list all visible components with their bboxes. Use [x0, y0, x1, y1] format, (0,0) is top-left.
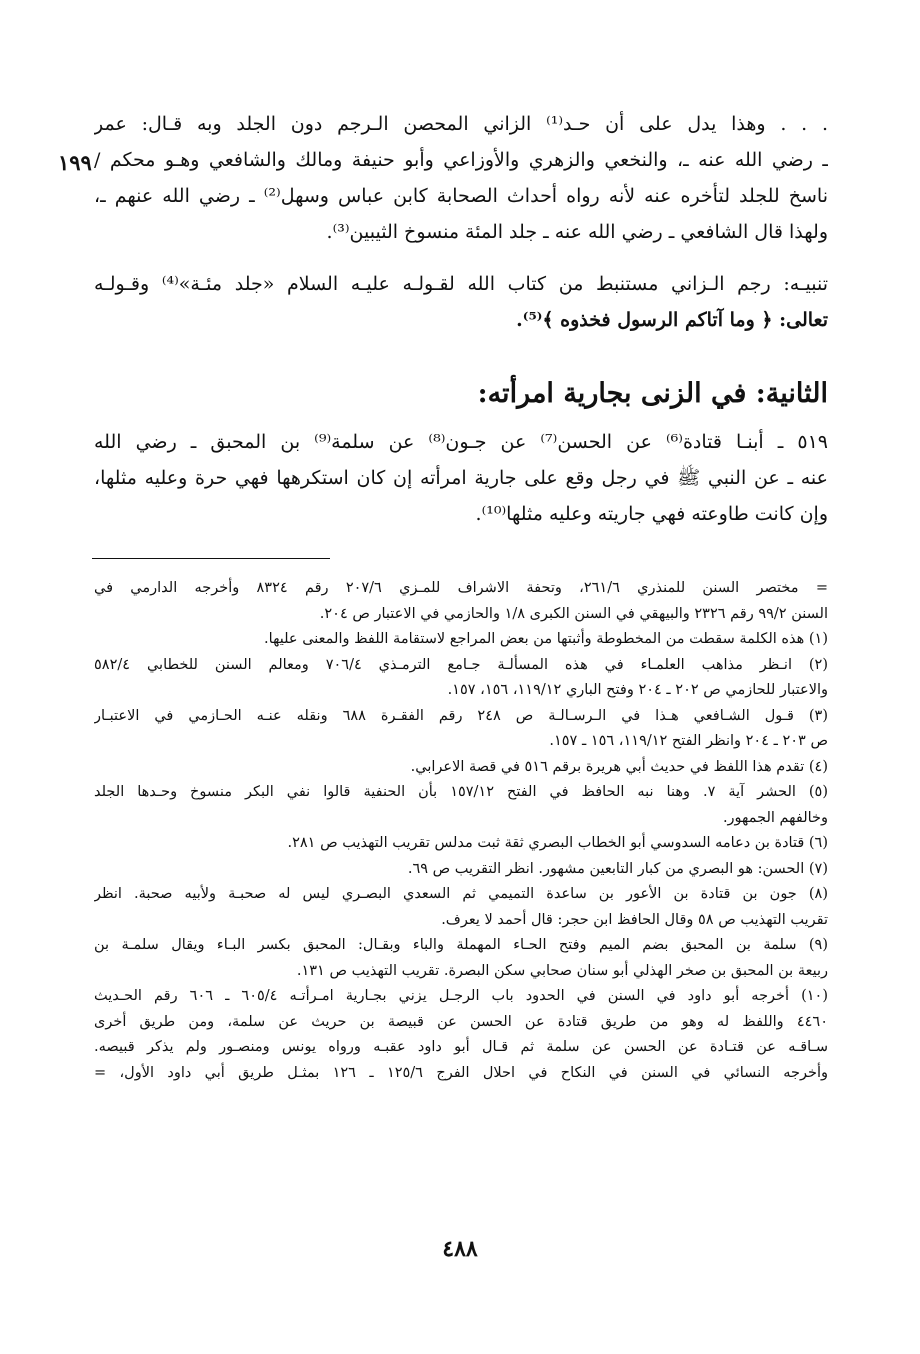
- footnote-line: (٧) الحسن: هو البصري من كبار التابعين مشهور. انظر التقريب ص ٦٩.: [407, 860, 828, 877]
- page-number: ٤٨٨: [442, 1236, 478, 1262]
- footnote-line: (٥) الحشر آية ٧. وهنا نبه الحافظ في الفتح ١٥٧/١٢ بأن الحنفية قالوا نفي البكر منسوخ وحـدها الجلد: [94, 784, 828, 800]
- text-line: وإن كانت طاوعته فهي جاريته وعليه مثلها⁽¹⁰⁾.: [475, 503, 828, 525]
- section-number: ١٩٩: [58, 150, 92, 175]
- footnote-line: (١) هذه الكلمة سقطت من المخطوطة وأثبتها من بعض المراجع لاستقامة اللفظ والمعنى عليها.: [264, 631, 828, 647]
- footnote-line: سـاقـه عن قتـادة عن الحسن عن سلمة ثم قـال أبو داود عقبـه ورواه يونس ومنصـور ولم يذكر قبيصه.: [94, 1039, 828, 1055]
- footnote-line: (٨) جون بن قتادة بن الأعور بن ساعدة التميمي ثم السعدي البصـري ليس له صحبـة ولأبيه صحبة. انظر: [94, 886, 828, 902]
- footnote-line: وخالفهم الجمهور.: [722, 809, 828, 826]
- footnote-line: ربيعة بن المحبق بن صخر الهذلي أبو سنان صحابي سكن البصرة. تقريب التهذيب ص ١٣١.: [296, 962, 828, 979]
- footnote-line: السنن ٩٩/٢ رقم ٢٣٢٦ والبيهقي في السنن الكبرى ١/٨ والحازمي في الاعتبار ص ٢٠٤.: [319, 605, 828, 622]
- paragraph-hadith: [94, 424, 828, 532]
- paragraph-note: [94, 266, 828, 338]
- text-line: ٥١٩ ـ أبنـا قتادة⁽⁶⁾ عن الحسن⁽⁷⁾ عن جـون⁽⁸⁾ عن سلمة⁽⁹⁾ بن المحبق ـ رضي الله: [94, 431, 828, 453]
- text-line: ولهذا قال الشافعي ـ رضي الله عنه ـ جلد المئة منسوخ الثيبين⁽³⁾.: [326, 221, 828, 243]
- footnote-line: (٣) قـول الشـافعي هـذا في الـرسـالـة ص ٢٤٨ رقم الفقـرة ٦٨٨ ونقله عنـه الحـازمي في الاعتبـار: [94, 707, 828, 724]
- text-line: ناسخ للجلد لتأخره عنه لأنه رواه أحداث الصحابة كابن عباس وسهل⁽²⁾ ـ رضي الله عنهم ـ،: [94, 185, 828, 207]
- text-line: ـ رضي الله عنه ـ، والنخعي والزهري والأوزاعي وأبو حنيفة ومالك والشافعي وهـو محكم /: [94, 149, 828, 171]
- paragraph-ruling: [94, 106, 828, 250]
- text-line: تنبيـه: رجم الـزاني مستنبط من كتاب الله لقـولـه عليـه السلام «جلد مئـة»⁽⁴⁾ وقـولـه: [94, 273, 828, 295]
- footnote-line: ص ٢٠٣ ـ ٢٠٤ وانظر الفتح ١١٩/١٢، ١٥٦ ـ ١٥٧.: [549, 733, 828, 749]
- footnote-line: وأخرجه النسائي في السنن في النكاح في احلال الفرج ١٢٥/٦ ـ ١٢٦ بمثـل طريق أبي داود الأول، =: [94, 1064, 828, 1081]
- footnote-line: (٢) انـظر مذاهب العلمـاء في هذه المسألـة جـامع الترمـذي ٧٠٦/٤ ومعالم السنن للخطابي ٥٨٢/٤: [94, 656, 828, 673]
- section-heading: الثانية: في الزنى بجارية امرأته:: [477, 378, 828, 409]
- footnote-line: (٦) قتادة بن دعامه السدوسي أبو الخطاب البصري ثقة ثبت مدلس تقريب التهذيب ص ٢٨١.: [287, 835, 828, 851]
- footnote-line: تقريب التهذيب ص ٥٨ وقال الحافظ ابن حجر: قال أحمد لا يعرف.: [441, 911, 828, 928]
- footnote-line: (٩) سلمة بن المحبق بضم الميم وفتح الحـاء المهملة والباء وبقـال: المحبق بكسر البـاء ويقال سلمـة بن: [94, 937, 828, 953]
- footnote-line: ٤٤٦٠ واللفظ له وهو من طريق قتادة عن الحسن عن قبيصة بن حريث عن سلمة، ومن طريق أخرى: [94, 1013, 828, 1030]
- footnote-line: (١٠) أخرجه أبو داود في السنن في الحدود باب الرجـل يزني بجـارية امـرأتـه ٦٠٥/٤ ـ ٦٠٦ رقم الحـديث: [94, 988, 828, 1004]
- footnote-line: والاعتبار للحازمي ص ٢٠٢ ـ ٢٠٤ وفتح الباري ١١٩/١٢، ١٥٦، ١٥٧.: [447, 682, 828, 698]
- text-line: تعالى: ﴿ وما آتاكم الرسول فخذوه ﴾⁽⁵⁾.: [516, 309, 828, 331]
- footnotes: [94, 576, 828, 1086]
- footnote-line: = مختصر السنن للمنذري ٢٦١/٦، وتحفة الاشراف للمـزي ٢٠٧/٦ رقم ٨٣٢٤ وأخرجه الدارمي في: [94, 580, 828, 596]
- footnote-separator: [92, 558, 330, 559]
- text-line: عنه ـ عن النبي ﷺ في رجل وقع على جارية امرأته إن كان استكرهها فهي حرة وعليه مثلها،: [94, 467, 828, 489]
- text-line: . . . وهذا يدل على أن حـد⁽¹⁾ الزاني المحصن الـرجم دون الجلد وبه قـال: عمر: [94, 113, 828, 135]
- footnote-line: (٤) تقدم هذا اللفظ في حديث أبي هريرة برقم ٥١٦ في قصة الاعرابي.: [410, 758, 828, 775]
